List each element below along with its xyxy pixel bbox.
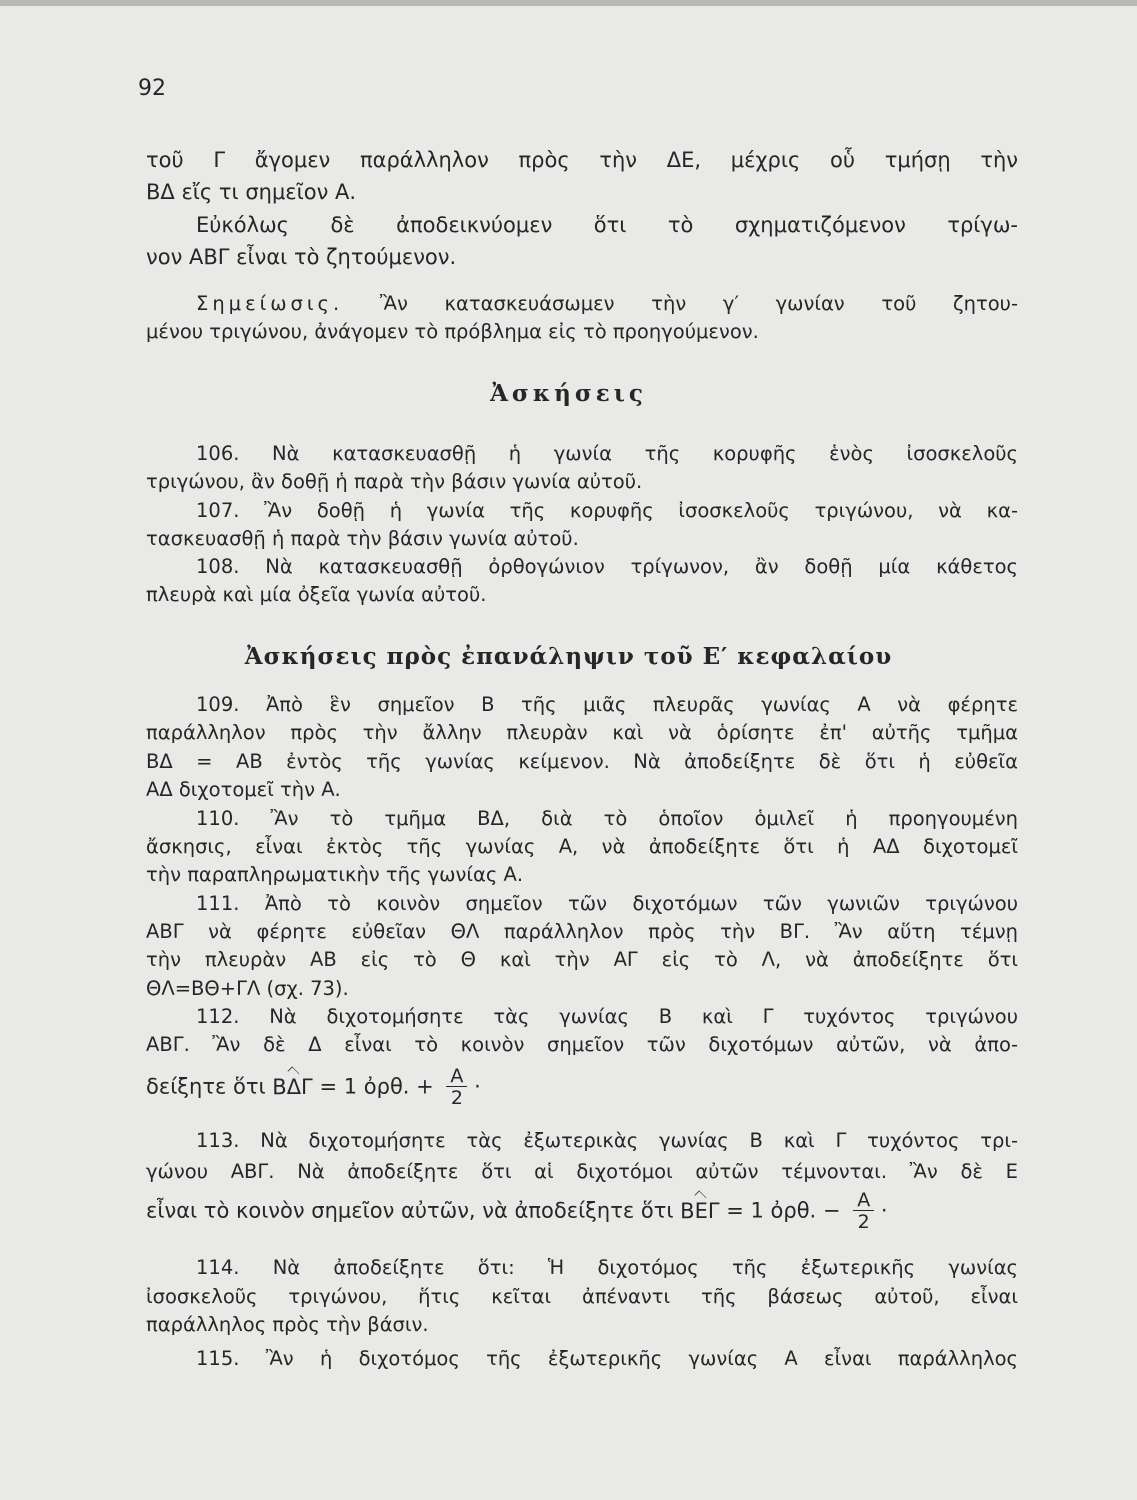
- exercise-line: 110. Ἂν τὸ τμῆμα ΒΔ, διὰ τὸ ὁποῖον ὁμιλεῖ ἡ προηγουμένη: [196, 807, 1018, 830]
- fraction-numerator: Α: [446, 1066, 467, 1087]
- exercise-line: τασκευασθῇ ἡ παρὰ τὴν βάσιν γωνία αὐτοῦ.: [146, 527, 579, 550]
- note-text: Ἂν κατασκευάσωμεν τὴν γ′ γωνίαν τοῦ ζητου-: [379, 292, 1018, 315]
- exercise-line: 106. Νὰ κατασκευασθῇ ἡ γωνία τῆς κορυφῆς ἑνὸς ἰσοσκελοῦς: [196, 442, 1018, 465]
- exercise-line: 107. Ἂν δοθῇ ἡ γωνία τῆς κορυφῆς ἰσοσκελοῦς τριγώνου, νὰ κα-: [196, 499, 1018, 522]
- fraction-numerator: Α: [853, 1190, 874, 1211]
- exercise-line: 115. Ἂν ἡ διχοτόμος τῆς ἐξωτερικῆς γωνίας Α εἶναι παράλληλος: [196, 1347, 1018, 1370]
- fraction-denominator: 2: [857, 1211, 870, 1233]
- formula-113: [146, 1190, 1018, 1233]
- exercise-line: πλευρὰ καὶ μία ὀξεῖα γωνία αὐτοῦ.: [146, 583, 487, 606]
- section-heading-review: Ἀσκήσεις πρὸς ἐπανάληψιν τοῦ Ε′ κεφαλαίου: [244, 643, 893, 670]
- text-line: νον ΑΒΓ εἶναι τὸ ζητούμενον.: [146, 245, 457, 269]
- exercise-line: τριγώνου, ἂν δοθῇ ἡ παρὰ τὴν βάσιν γωνία αὐτοῦ.: [146, 470, 643, 493]
- exercise-line: 108. Νὰ κατασκευασθῇ ὀρθογώνιον τρίγωνον, ἂν δοθῇ μία κάθετος: [196, 555, 1018, 578]
- exercise-line: 109. Ἀπὸ ἓν σημεῖον Β τῆς μιᾶς πλευρᾶς γωνίας Α νὰ φέρητε: [196, 693, 1018, 716]
- exercise-line: παράλληλος πρὸς τὴν βάσιν.: [146, 1313, 429, 1336]
- note-label: Σημείωσις.: [196, 292, 344, 315]
- angle-bdg: ΒΔΓ: [272, 1074, 313, 1099]
- exercise-line: παράλληλον πρὸς τὴν ἄλλην πλευρὰν καὶ νὰ ὁρίσητε ἐπ' αὐτῆς τμῆμα: [146, 721, 1018, 744]
- exercise-line: ΒΔ = ΑΒ ἐντὸς τῆς γωνίας κείμενον. Νὰ ἀποδείξητε δὲ ὅτι ἡ εὐθεῖα: [146, 750, 1018, 773]
- exercise-line: ΘΛ=ΒΘ+ΓΛ (σχ. 73).: [146, 977, 349, 1000]
- fraction-a-over-2: [853, 1190, 874, 1233]
- text-line: Εὐκόλως δὲ ἀποδεικνύομεν ὅτι τὸ σχηματιζόμενον τρίγω-: [196, 213, 1018, 237]
- exercise-line: 111. Ἀπὸ τὸ κοινὸν σημεῖον τῶν διχοτόμων τῶν γωνιῶν τριγώνου: [196, 892, 1018, 915]
- fraction-denominator: 2: [450, 1087, 463, 1109]
- exercise-line: 113. Νὰ διχοτομήσητε τὰς ἐξωτερικὰς γωνίας Β καὶ Γ τυχόντος τρι-: [196, 1129, 1018, 1152]
- note-line: μένου τριγώνου, ἀνάγομεν τὸ πρόβλημα εἰς τὸ προηγούμενον.: [146, 320, 759, 343]
- text-line: ΒΔ εἴς τι σημεῖον Α.: [146, 180, 357, 204]
- formula-prefix: δείξητε ὅτι: [146, 1074, 266, 1099]
- fraction-a-over-2: [446, 1066, 467, 1109]
- exercise-line: ἄσκησις, εἶναι ἐκτὸς τῆς γωνίας Α, νὰ ἀποδείξητε ὅτι ἡ ΑΔ διχοτομεῖ: [146, 835, 1018, 858]
- exercise-line: γώνου ΑΒΓ. Νὰ ἀποδείξητε ὅτι αἱ διχοτόμοι αὐτῶν τέμνονται. Ἂν δὲ Ε: [146, 1160, 1018, 1183]
- exercise-line: ΑΒΓ νὰ φέρητε εὐθεῖαν ΘΛ παράλληλον πρὸς τὴν ΒΓ. Ἂν αὕτη τέμνῃ: [146, 920, 1018, 943]
- exercise-line: 112. Νὰ διχοτομήσητε τὰς γωνίας Β καὶ Γ τυχόντος τριγώνου: [196, 1005, 1018, 1028]
- angle-beg: ΒΕΓ: [680, 1198, 720, 1223]
- section-heading-exercises: Ἀσκήσεις: [490, 380, 647, 407]
- formula-suffix: ·: [880, 1198, 888, 1223]
- exercise-line: ΑΔ διχοτομεῖ τὴν Α.: [146, 778, 341, 801]
- page-number: 92: [138, 76, 166, 101]
- formula-suffix: ·: [474, 1074, 481, 1099]
- formula-112: [146, 1066, 1018, 1109]
- exercise-line: 114. Νὰ ἀποδείξητε ὅτι: Ἡ διχοτόμος τῆς ἐξωτερικῆς γωνίας: [196, 1256, 1018, 1279]
- formula-prefix: εἶναι τὸ κοινὸν σημεῖον αὐτῶν, νὰ ἀποδείξητε ὅτι: [146, 1198, 674, 1223]
- text-line: τοῦ Γ ἄγομεν παράλληλον πρὸς τὴν ΔΕ, μέχρις οὗ τμήσῃ τὴν: [146, 148, 1018, 172]
- formula-middle: = 1 ὀρθ. −: [726, 1198, 841, 1223]
- page-top-edge: [0, 0, 1137, 6]
- exercise-line: ἰσοσκελοῦς τριγώνου, ἥτις κεῖται ἀπέναντι τῆς βάσεως αὐτοῦ, εἶναι: [146, 1285, 1018, 1308]
- formula-middle: = 1 ὀρθ. +: [319, 1074, 434, 1099]
- exercise-line: τὴν παραπληρωματικὴν τῆς γωνίας Α.: [146, 863, 524, 886]
- exercise-line: ΑΒΓ. Ἂν δὲ Δ εἶναι τὸ κοινὸν σημεῖον τῶν διχοτόμων αὐτῶν, νὰ ἀπο-: [146, 1033, 1018, 1056]
- note-line: [196, 290, 1018, 318]
- exercise-line: τὴν πλευρὰν ΑΒ εἰς τὸ Θ καὶ τὴν ΑΓ εἰς τὸ Λ, νὰ ἀποδείξητε ὅτι: [146, 948, 1018, 971]
